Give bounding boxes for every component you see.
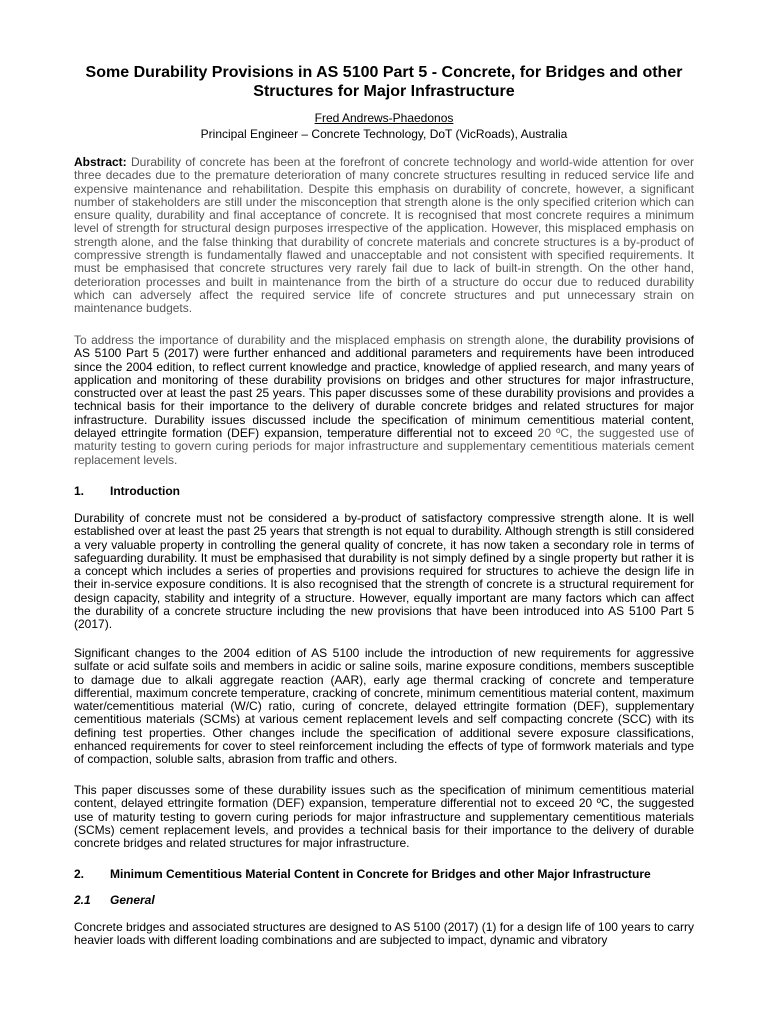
author-affiliation: Principal Engineer – Concrete Technology, DoT (VicRoads), Australia xyxy=(200,127,568,141)
section-2-1-heading xyxy=(74,893,155,907)
abstract-paragraph xyxy=(74,156,694,316)
section-1-heading xyxy=(74,484,180,498)
section-1-paragraph-3: This paper discusses some of these durability issues such as the specification of minimum cementitious material content, delayed ettringite formation (DEF) expansion, temperature differential not to exceed 20 ºC, the suggested use of maturity testing to govern curing periods for major infrastructure and supplementary cementitious materials (SCMs) cement replacement levels, and provides a technical basis for their importance to the delivery of durable concrete bridges and related structures for major infrastructure. xyxy=(74,783,694,851)
abstract-text: Durability of concrete has been at the forefront of concrete technology and world-wide attention for over three decades due to the premature deterioration of many concrete structures resulting in reduced service life and expensive maintenance and rehabilitation. Despite this emphasis on durability of concrete, however, a significant number of stakeholders are still under the misconception that strength alone is the only specified criterion which can ensure quality, durability and final acceptance of concrete. It is recognised that most concrete requires a minimum level of strength for structural design purposes irrespective of the application. However, this misplaced emphasis on strength alone, and the false thinking that durability of concrete materials and concrete structures is a by-product of compressive strength is fundamentally flawed and unacceptable and not consistent with specified requirements. It must be emphasised that concrete structures very rarely fail due to lack of built-in strength. On the other hand, deterioration processes and built in maintenance from the birth of a structure do occur due to reduced durability which can adversely affect the required service life of concrete structures and put unnecessary strain on maintenance budgets. xyxy=(74,155,694,316)
abstract-p2-body: he durability provisions of AS 5100 Part 5 (2017) were further enhanced and additional parameters and requirements have been introduced since the 2004 edition, to reflect current knowledge and practice, knowledge of applied research, and many years of application and monitoring of these durability provisions on bridges and other structures for major infrastructure, constructed over at least the past 25 years. This paper discusses some of these durability provisions and provides a technical basis for their importance to the delivery of durable concrete bridges and related structures for major infrastructure. Durability issues discussed include the specification of minimum cementitious material content, delayed ettringite formation (DEF) expansion, temperature differential not to exceed xyxy=(74,333,694,441)
author-name: Fred Andrews-Phaedonos xyxy=(314,111,454,125)
abstract-paragraph-2 xyxy=(74,334,694,467)
section-2-1-number: 2.1 xyxy=(74,893,91,907)
section-2-1-paragraph: Concrete bridges and associated structures are designed to AS 5100 (2017) (1) for a design life of 100 years to carry heavier loads with different loading combinations and are subjected to impact, dynamic and vibratory xyxy=(74,920,694,948)
abstract-p2-tail: 20 ºC, the suggested use of maturity testing to govern curing periods for major infrastructure and supplementary cementitious materials cement replacement levels. xyxy=(74,426,694,467)
section-2-number: 2. xyxy=(74,867,85,881)
abstract-label: Abstract: xyxy=(74,155,127,169)
abstract-p2-lead: To address the importance of durability and the misplaced emphasis on strength alone, t xyxy=(74,333,556,347)
section-1-paragraph-2: Significant changes to the 2004 edition of AS 5100 include the introduction of new requirements for aggressive sulfate or acid sulfate soils and members in acidic or saline soils, marine exposure conditions, members susceptible to damage due to alkali aggregate reaction (AAR), early age thermal cracking of concrete and temperature differential, maximum concrete temperature, cracking of concrete, minimum cementitious material content, maximum water/cementitious material (W/C) ratio, curing of concrete, delayed ettringite formation (DEF), supplementary cementitious materials (SCMs) at various cement replacement levels and self compacting concrete (SCC) with its defining test properties. Other changes include the specification of additional severe exposure classifications, enhanced requirements for cover to steel reinforcement including the effects of type of formwork materials and type of compaction, soluble salts, abrasion from traffic and others. xyxy=(74,646,694,767)
section-1-title: Introduction xyxy=(110,484,180,498)
paper-title: Some Durability Provisions in AS 5100 Part 5 - Concrete, for Bridges and other Structures for Major Infrastructure xyxy=(85,64,683,100)
section-1-number: 1. xyxy=(74,484,85,498)
section-2-title: Minimum Cementitious Material Content in Concrete for Bridges and other Major Infrastructure xyxy=(110,867,651,881)
author-block xyxy=(74,110,694,142)
section-1-paragraph-1: Durability of concrete must not be considered a by-product of satisfactory compressive strength alone. It is well established over at least the past 25 years that strength is not equal to durability. Although strength is still considered a very valuable property in controlling the general quality of concrete, it has now taken a secondary role in terms of safeguarding durability. It must be emphasised that durability is not simply defined by a single property but rather it is a concept which includes a series of properties and provisions required for structures to achieve the design life in their in-service exposure conditions. It is also recognised that the strength of concrete is a structural requirement for design capacity, stability and integrity of a structure. However, equally important are many factors which can affect the durability of a concrete structure including the new provisions that have been introduced into AS 5100 Part 5 (2017). xyxy=(74,511,694,632)
section-2-heading xyxy=(74,867,651,881)
section-2-1-title: General xyxy=(110,893,155,907)
